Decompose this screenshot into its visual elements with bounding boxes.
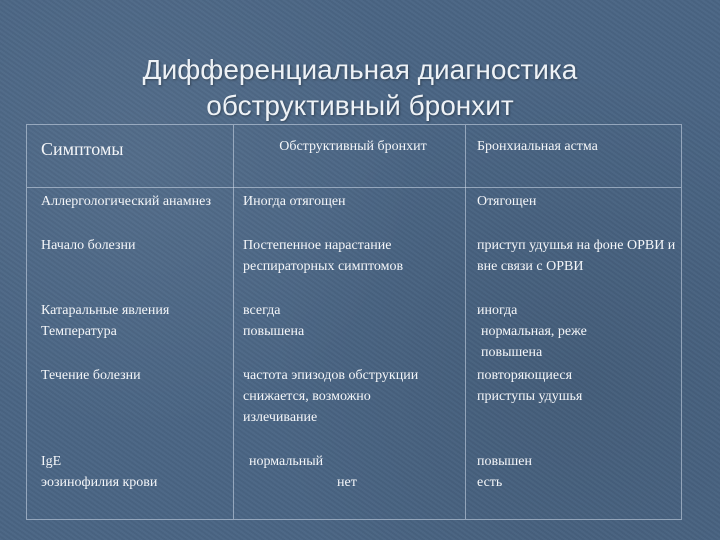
cell-bronchitis-ige: нормальный — [249, 454, 324, 469]
cell-asthma-catarrh: иногда — [477, 303, 518, 318]
cell-asthma-ige: повышен — [477, 454, 532, 469]
cell-asthma-course: повторяющиеся приступы удушья — [477, 368, 583, 404]
header-divider — [27, 187, 681, 188]
slide-title — [0, 52, 720, 124]
cell-bronchitis-allergy-history: Иногда отягощен — [243, 194, 346, 209]
row-label-catarrh: Катаральные явления — [41, 303, 170, 318]
slide-title-line-1: Дифференциальная диагностика — [142, 54, 578, 85]
row-label-course: Течение болезни — [41, 368, 141, 383]
column-divider-1 — [233, 125, 234, 519]
cell-asthma-onset: приступ удушья на фоне ОРВИ и вне связи с ОРВИ — [477, 238, 676, 274]
cell-asthma-allergy-history: Отягощен — [477, 194, 537, 209]
row-label-allergy-history: Аллергологический анамнез — [41, 194, 212, 209]
cell-asthma-eosinophilia: есть — [477, 475, 503, 490]
cell-bronchitis-onset: Постепенное нарастание респираторных симптомов — [243, 238, 404, 274]
row-label-onset: Начало болезни — [41, 238, 136, 253]
column-divider-2 — [465, 125, 466, 519]
cell-bronchitis-catarrh: всегда — [243, 303, 281, 318]
comparison-table — [26, 124, 682, 520]
header-bronchitis: Обструктивный бронхит — [279, 139, 427, 154]
cell-asthma-temperature: нормальная, реже повышена — [481, 324, 587, 360]
header-symptoms: Симптомы — [41, 139, 124, 159]
cell-bronchitis-course: частота эпизодов обструкции снижается, возможно излечивание — [243, 368, 419, 425]
row-label-ige: IgE — [41, 454, 62, 469]
cell-bronchitis-eosinophilia: нет — [337, 475, 357, 490]
row-label-temperature: Температура — [41, 324, 117, 339]
slide-title-line-2: обструктивный бронхит — [206, 90, 514, 121]
cell-bronchitis-temperature: повышена — [243, 324, 305, 339]
row-label-eosinophilia: эозинофилия крови — [41, 475, 158, 490]
header-asthma: Бронхиальная астма — [477, 139, 598, 154]
